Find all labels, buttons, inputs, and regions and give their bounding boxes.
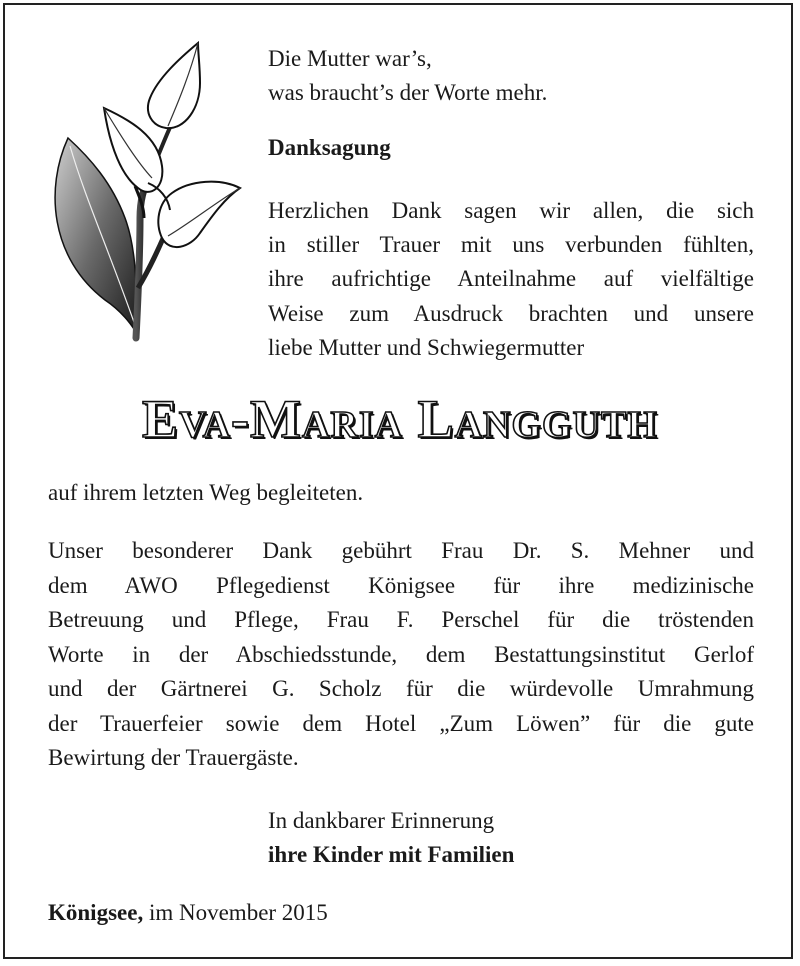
footer: [48, 900, 328, 926]
closing: [268, 804, 514, 872]
after-name-text: auf ihrem letzten Weg begleiteten.: [48, 480, 364, 505]
closing-line-2: ihre Kinder mit Familien: [268, 842, 515, 867]
quote-line-2: was braucht’s der Worte mehr.: [268, 80, 548, 105]
intro-line: Weise zum Ausdruck brachten und unsere: [268, 300, 754, 326]
thanks-line: Unser besonderer Dank gebührt Frau Dr. S. Mehner und: [48, 538, 754, 563]
thanks-line: Bewirtung der Trauergäste.: [48, 745, 299, 770]
intro-line: Herzlichen Dank sagen wir allen, die sich: [268, 198, 754, 223]
closing-line-1: In dankbarer Erinnerung: [268, 808, 495, 833]
intro-line: liebe Mutter und Schwiegermutter: [268, 334, 585, 360]
intro-line: in stiller Trauer mit uns verbunden fühlten,: [268, 232, 754, 258]
quote: [268, 42, 547, 110]
thanks-line: Worte in der Abschiedsstunde, dem Bestattungsinstitut Gerlof: [48, 641, 754, 667]
thanks-line: und der Gärtnerei G. Scholz für die würdevolle Umrahmung: [48, 676, 754, 701]
intro-line: ihre aufrichtige Anteilnahme auf vielfältige: [268, 266, 754, 292]
intro-paragraph: [268, 194, 754, 365]
thanks-line: der Trauerfeier sowie dem Hotel „Zum Löwen” für die gute: [48, 710, 754, 736]
quote-line-1: Die Mutter war’s,: [268, 46, 432, 71]
deceased-name: Eva-Maria Langguth: [142, 389, 658, 449]
heading: Danksagung: [268, 135, 391, 160]
calla-lily-icon: [40, 38, 245, 348]
thanks-line: Betreuung und Pflege, Frau F. Perschel für die tröstenden: [48, 607, 754, 632]
footer-place: Königsee,: [48, 900, 144, 925]
footer-date: im November 2015: [148, 900, 328, 925]
thanks-paragraph: [48, 534, 754, 776]
thanks-line: dem AWO Pflegedienst Königsee für ihre medizinische: [48, 572, 754, 598]
